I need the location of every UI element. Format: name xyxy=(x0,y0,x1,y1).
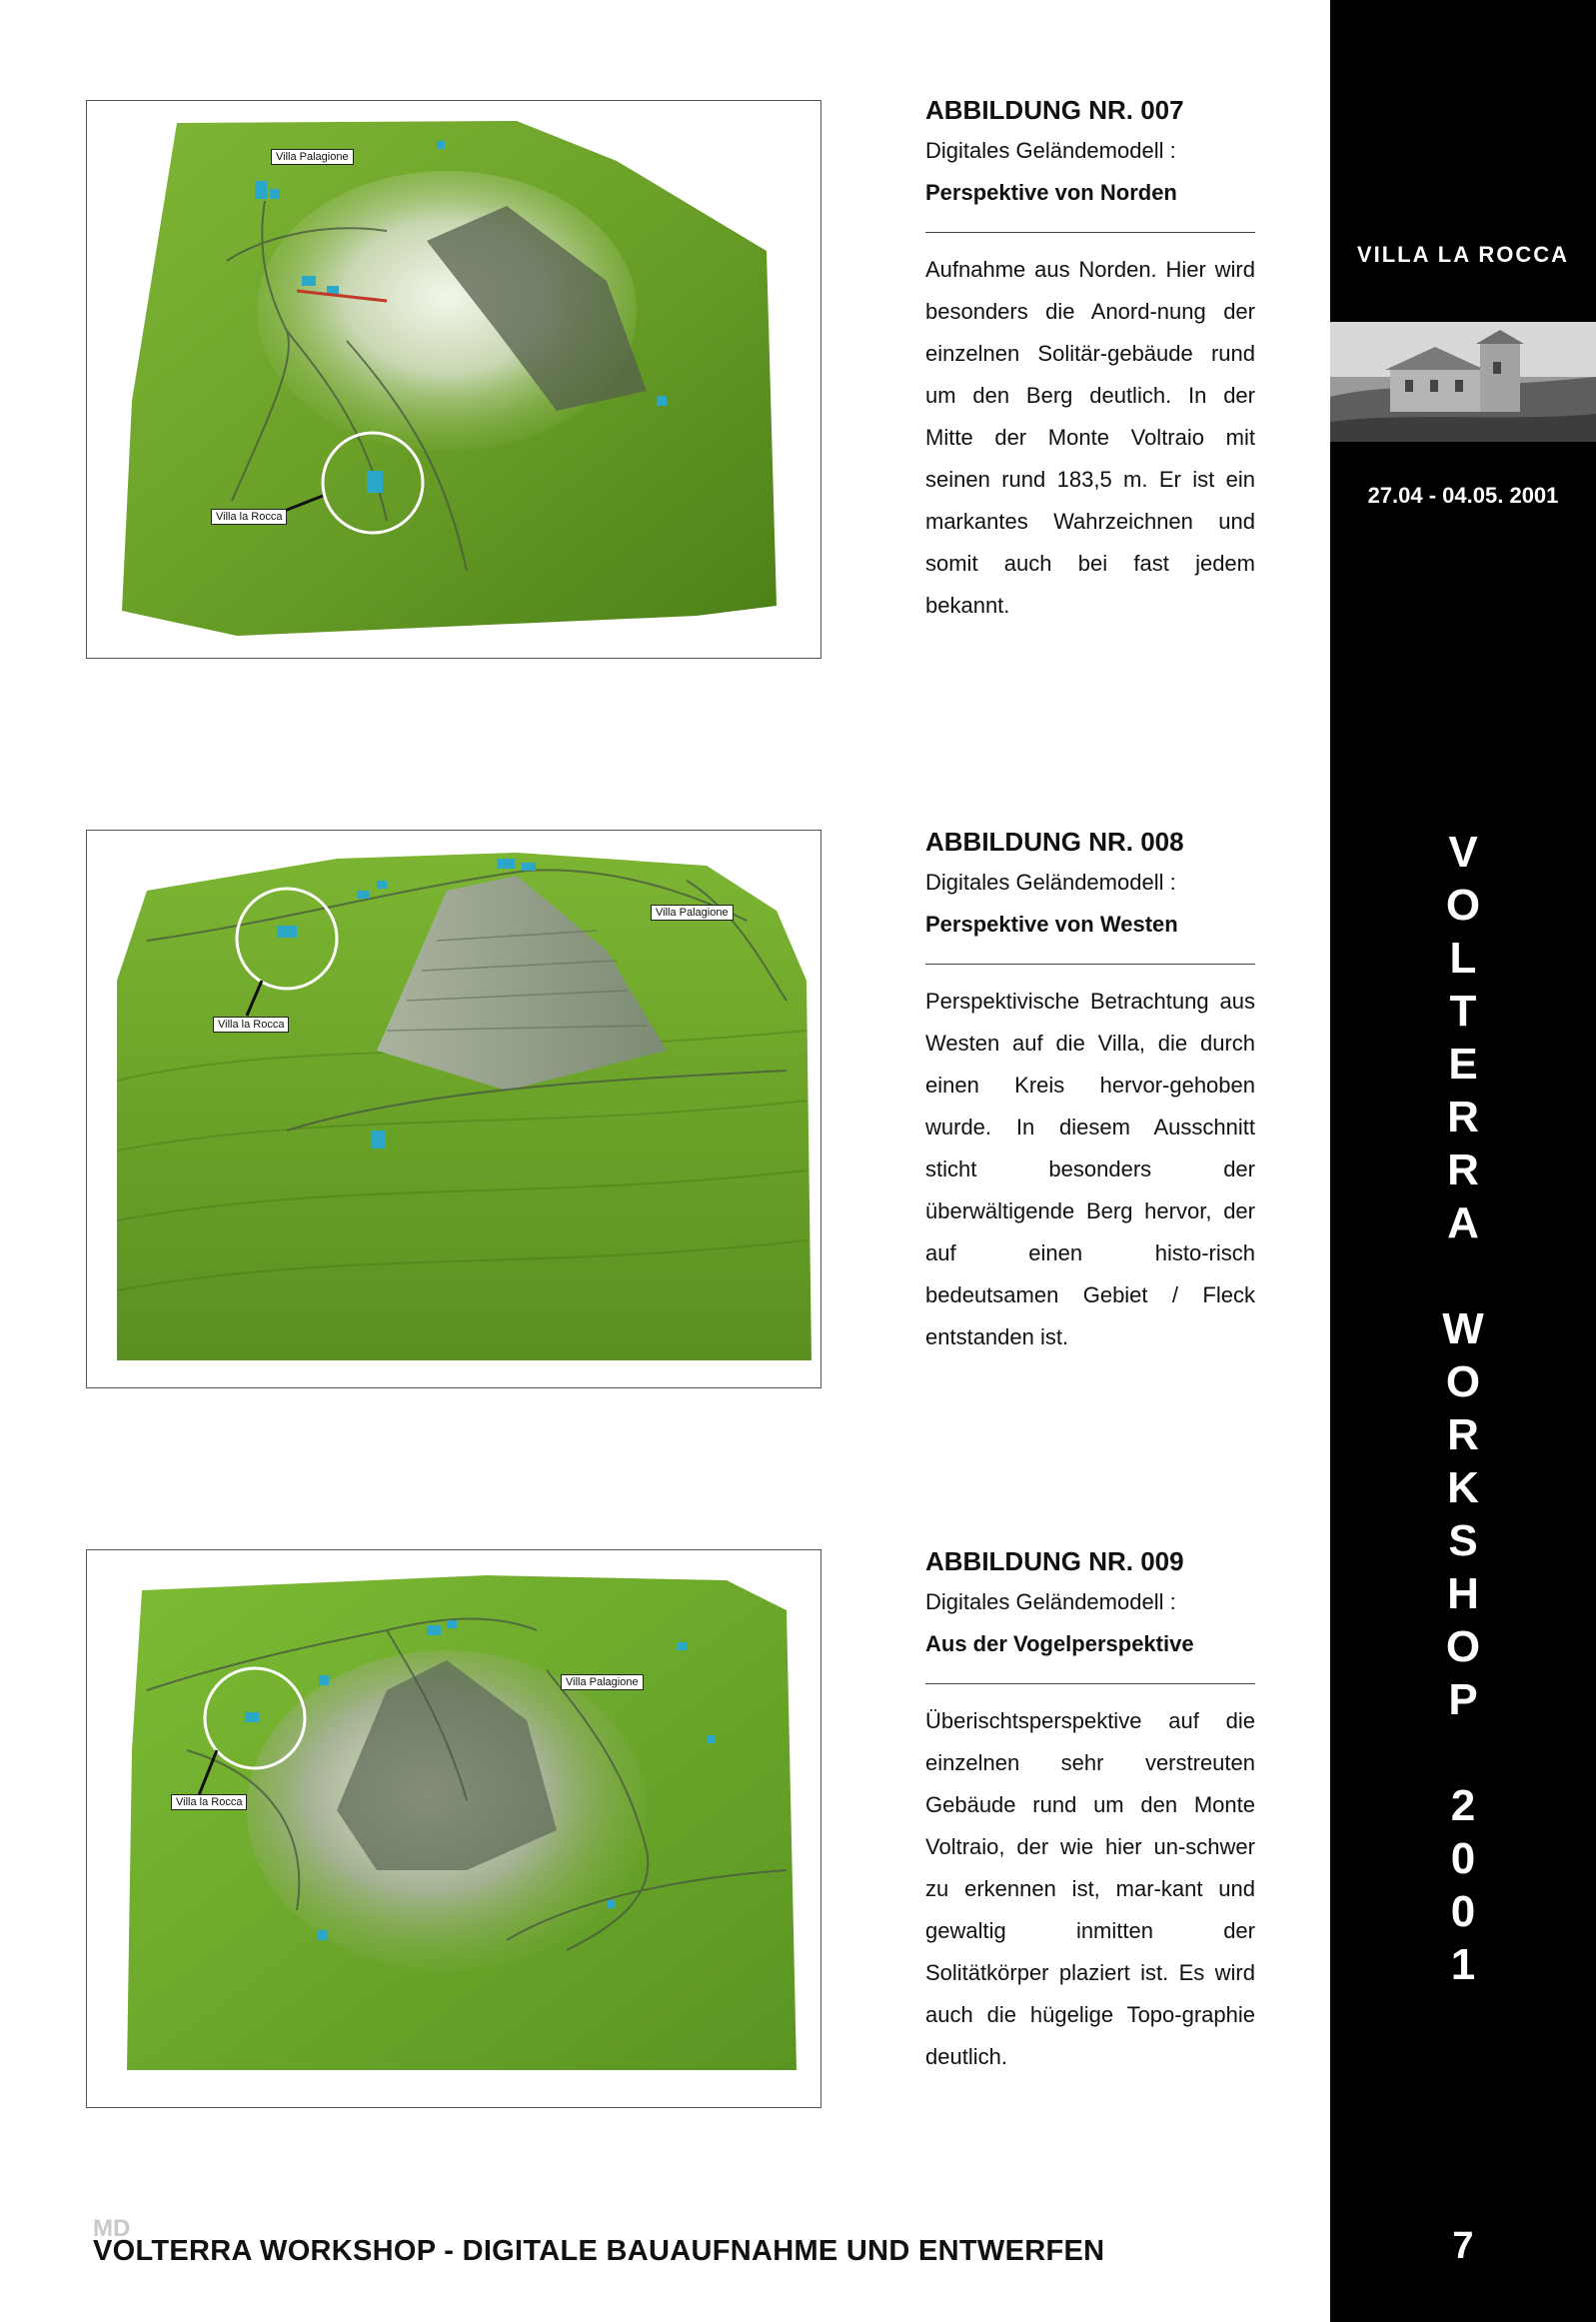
vertical-letter: O xyxy=(1445,1357,1481,1406)
figure-number: ABBILDUNG NR. 009 xyxy=(925,1546,1184,1576)
sidebar-title: VILLA LA ROCCA xyxy=(1356,242,1570,267)
figure-heading: Aus der Vogelperspektive xyxy=(925,1631,1194,1656)
label-villa-la-rocca: Villa la Rocca xyxy=(171,1794,247,1810)
divider xyxy=(925,1683,1255,1684)
figure-subtitle: Digitales Geländemodell : xyxy=(925,1589,1176,1614)
vertical-letter: R xyxy=(1447,1093,1479,1142)
vertical-letter: S xyxy=(1448,1516,1478,1565)
figure-007-text xyxy=(925,90,1255,627)
sidebar-date: 27.04 - 04.05. 2001 xyxy=(1367,483,1559,508)
figure-number: ABBILDUNG NR. 008 xyxy=(925,827,1184,857)
label-villa-la-rocca: Villa la Rocca xyxy=(213,1017,289,1033)
label-villa-palagione: Villa Palagione xyxy=(561,1674,644,1690)
footer-title: VOLTERRA WORKSHOP - DIGITALE BAUAUFNAHME UND ENTWERFEN xyxy=(93,2235,1105,2267)
vertical-gap xyxy=(1330,1249,1596,1302)
vertical-letter: W xyxy=(1442,1304,1484,1353)
figure-heading: Perspektive von Westen xyxy=(925,912,1178,937)
vertical-word xyxy=(1330,826,1596,1249)
terrain-map-bird-view xyxy=(87,1550,821,2108)
vertical-letter: R xyxy=(1447,1146,1479,1194)
vertical-letter: 0 xyxy=(1450,1834,1476,1883)
figure-007-image xyxy=(86,100,821,659)
villa-photo xyxy=(1330,322,1596,442)
figure-description: Perspektivische Betrachtung aus Westen auf die Villa, die durch einen Kreis hervor-gehoben wurde. In diesem Ausschnitt sticht besonders der überwältigende Berg hervor, der auf einen histo-risch bedeutsamen Gebiet / Fleck entstanden ist. xyxy=(925,989,1255,1349)
figure-subtitle: Digitales Geländemodell : xyxy=(925,138,1176,163)
vertical-letter: 1 xyxy=(1450,1940,1476,1989)
page-number: 7 xyxy=(1452,2225,1474,2267)
vertical-letter: L xyxy=(1449,934,1477,983)
figure-008-text xyxy=(925,822,1255,1358)
vertical-letter: K xyxy=(1447,1463,1479,1512)
vertical-letter: T xyxy=(1449,987,1477,1036)
vertical-letter: A xyxy=(1447,1198,1479,1247)
vertical-letter: 0 xyxy=(1450,1887,1476,1936)
figure-009-text xyxy=(925,1541,1255,2078)
vertical-letter: R xyxy=(1447,1410,1479,1459)
figure-subtitle: Digitales Geländemodell : xyxy=(925,870,1176,895)
figure-number: ABBILDUNG NR. 007 xyxy=(925,95,1184,125)
divider xyxy=(925,964,1255,965)
label-villa-palagione: Villa Palagione xyxy=(271,149,354,165)
vertical-letter: O xyxy=(1445,1622,1481,1671)
label-villa-la-rocca: Villa la Rocca xyxy=(211,509,287,525)
terrain-map-north xyxy=(87,101,821,659)
divider xyxy=(925,232,1255,233)
figure-heading: Perspektive von Norden xyxy=(925,180,1177,205)
figure-description: Aufnahme aus Norden. Hier wird besonders die Anord-nung der einzelnen Solitär-gebäude rund um den Berg deutlich. In der Mitte der Monte Voltraio mit seinen rund 183,5 m. Er ist ein markantes Wahrzeichnen und somit auch bei fast jedem bekannt. xyxy=(925,257,1255,618)
vertical-letter: V xyxy=(1448,828,1478,877)
figure-description: Überischtsperspektive auf die einzelnen sehr verstreuten Gebäude rund um den Monte Voltraio, der wie hier un-schwer zu erkennen ist, mar-kant und gewaltig inmitten der Solitätkörper plaziert ist. Es wird auch die hügelige Topo-graphie deutlich. xyxy=(925,1708,1255,2069)
author-initials: MD xyxy=(93,2215,131,2242)
sidebar xyxy=(1330,0,1596,2322)
vertical-title xyxy=(1330,826,1596,1991)
figure-008-image xyxy=(86,830,821,1388)
vertical-letter: P xyxy=(1448,1675,1478,1724)
vertical-gap xyxy=(1330,1726,1596,1779)
vertical-letter: E xyxy=(1448,1040,1478,1089)
vertical-letter: 2 xyxy=(1450,1781,1476,1830)
figure-009-image xyxy=(86,1549,821,2108)
vertical-letter: O xyxy=(1445,881,1481,930)
vertical-word xyxy=(1330,1779,1596,1991)
label-villa-palagione: Villa Palagione xyxy=(651,905,734,921)
vertical-letter: H xyxy=(1447,1569,1479,1618)
vertical-word xyxy=(1330,1302,1596,1726)
